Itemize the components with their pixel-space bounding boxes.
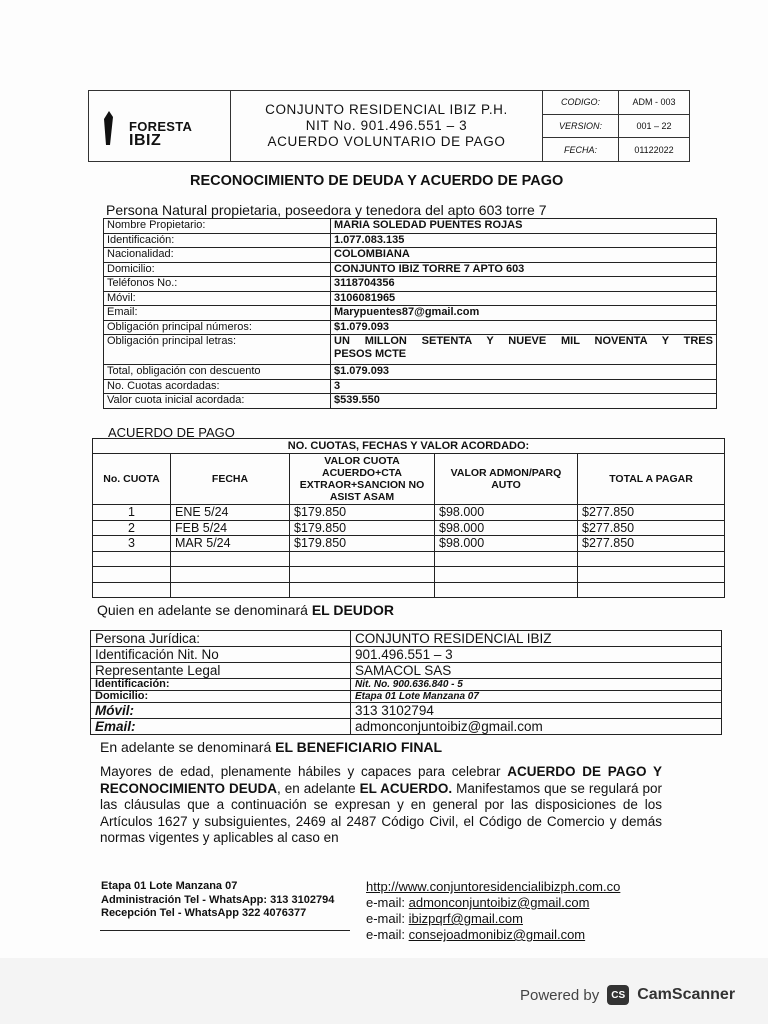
column-header: No. CUOTA	[93, 454, 171, 505]
table-row	[91, 663, 722, 679]
logo-text-foresta: FORESTA	[129, 119, 193, 134]
cell-total: $277.850	[578, 505, 725, 521]
field-value: 3	[331, 379, 717, 394]
leaf-logo-icon	[103, 111, 113, 145]
field-label: Móvil:	[91, 703, 351, 719]
field-label: Obligación principal números:	[104, 320, 331, 335]
table-row	[91, 647, 722, 663]
empty-row	[93, 551, 725, 567]
field-label: No. Cuotas acordadas:	[104, 379, 331, 394]
website-link[interactable]: http://www.conjuntoresidencialibizph.com.co	[366, 879, 621, 894]
table-row	[91, 631, 722, 647]
email-line	[366, 927, 620, 943]
email-line	[366, 895, 620, 911]
footer-contact	[101, 880, 351, 921]
meta-row-code	[543, 91, 689, 115]
footer-reception-phone: Recepción Tel - WhatsApp 322 4076377	[101, 907, 307, 919]
header-title-line3: ACUERDO VOLUNTARIO DE PAGO	[267, 134, 506, 149]
field-value: 313 3102794	[351, 703, 722, 719]
beneficiary-statement	[100, 739, 442, 755]
field-value: 3118704356	[331, 277, 717, 292]
field-label: Identificación Nit. No	[91, 647, 351, 663]
email-label: e-mail:	[366, 895, 409, 910]
table-row	[104, 219, 717, 234]
table-row	[91, 691, 722, 703]
table-row	[91, 703, 722, 719]
cell-quota: 2	[93, 520, 171, 536]
table-row	[104, 262, 717, 277]
field-label: Valor cuota inicial acordada:	[104, 394, 331, 409]
camscanner-watermark	[520, 985, 735, 1005]
amount-words-line1: UN MILLON SETENTA Y NUEVE MIL NOVENTA Y TRES	[334, 335, 713, 347]
email-link[interactable]: ibizpqrf@gmail.com	[408, 911, 523, 926]
table-row	[93, 536, 725, 552]
field-value: Nit. No. 900.636.840 - 5	[351, 679, 722, 691]
cell-quota-value: $179.850	[290, 536, 435, 552]
column-header: VALOR ADMON/PARQ AUTO	[435, 454, 578, 505]
paragraph-text: Manifestamos que se regulará por las cláusulas que a continuación se expresan y en general por las disposiciones de los Artículos 1627 y subsiguientes, 2469 al 2487 Código Civil, el Código de Comercio y demás normas vigentes y aplicables al caso en	[100, 780, 662, 845]
meta-key: CODIGO:	[543, 91, 619, 114]
field-value: CONJUNTO IBIZ TORRE 7 APTO 603	[331, 262, 717, 277]
table-row	[93, 505, 725, 521]
header-title-line1: CONJUNTO RESIDENCIAL IBIZ P.H.	[265, 102, 508, 117]
debtor-statement	[97, 602, 394, 618]
cell-admin-value: $98.000	[435, 536, 578, 552]
document-title: RECONOCIMIENTO DE DEUDA Y ACUERDO DE PAGO	[190, 173, 564, 189]
field-label: Nacionalidad:	[104, 248, 331, 263]
meta-value: 001 – 22	[636, 121, 672, 131]
document-header	[88, 90, 690, 162]
field-value: 3106081965	[331, 291, 717, 306]
table-row	[104, 306, 717, 321]
email-label: e-mail:	[366, 911, 409, 926]
table-row	[104, 291, 717, 306]
logo-box	[89, 91, 231, 161]
table-row	[104, 233, 717, 248]
meta-value: 01122022	[634, 144, 674, 155]
header-meta	[543, 91, 689, 161]
field-label: Email:	[91, 719, 351, 735]
field-label: Domicilio:	[91, 691, 351, 703]
field-value: COLOMBIANA	[331, 248, 717, 263]
meta-value: ADM - 003	[632, 97, 676, 108]
field-label: Identificación:	[91, 679, 351, 691]
cell-total: $277.850	[578, 536, 725, 552]
table-caption: NO. CUOTAS, FECHAS Y VALOR ACORDADO:	[93, 439, 725, 454]
cell-quota-value: $179.850	[290, 505, 435, 521]
field-label: Domicilio:	[104, 262, 331, 277]
header-title	[231, 91, 543, 161]
field-label: Teléfonos No.:	[104, 277, 331, 292]
paragraph-text: Mayores de edad, plenamente hábiles y capaces para celebrar	[100, 764, 508, 779]
field-label: Móvil:	[104, 291, 331, 306]
field-value: 1.077.083.135	[331, 233, 717, 248]
field-value: $1.079.093	[331, 320, 717, 335]
field-value: $1.079.093	[331, 365, 717, 380]
email-label: e-mail:	[366, 927, 409, 942]
footer-admin-phone: Administración Tel - WhatsApp: 313 3102794	[101, 893, 335, 906]
footer-address: Etapa 01 Lote Manzana 07	[101, 880, 238, 892]
field-value: 901.496.551 – 3	[351, 647, 722, 663]
beneficiary-table	[90, 630, 722, 735]
meta-row-date	[543, 138, 689, 161]
field-value: MARIA SOLEDAD PUENTES ROJAS	[331, 219, 717, 234]
field-label: Persona Jurídica:	[91, 631, 351, 647]
table-header-row	[93, 454, 725, 505]
table-caption-row	[93, 439, 725, 454]
owner-info-table	[103, 218, 717, 409]
cell-quota-value: $179.850	[290, 520, 435, 536]
field-value: $539.550	[331, 394, 717, 409]
table-row	[104, 277, 717, 292]
footer-divider	[100, 930, 350, 931]
table-row	[104, 320, 717, 335]
debtor-label: EL DEUDOR	[311, 602, 395, 618]
table-row	[104, 379, 717, 394]
debtor-prefix: Quien en adelante se denominará	[97, 602, 312, 618]
field-label: Identificación:	[104, 233, 331, 248]
cell-quota: 3	[93, 536, 171, 552]
logo-text-ibiz: IBIZ	[129, 132, 162, 149]
cell-date: FEB 5/24	[171, 520, 290, 536]
field-label: Obligación principal letras:	[104, 335, 331, 365]
table-row	[93, 520, 725, 536]
meta-key: VERSION:	[543, 115, 619, 138]
amount-words-line2: PESOS MCTE	[334, 348, 407, 360]
beneficiary-prefix: En adelante se denominará	[100, 739, 276, 755]
empty-row	[93, 567, 725, 583]
cell-total: $277.850	[578, 520, 725, 536]
cell-quota: 1	[93, 505, 171, 521]
payment-agreement-title: ACUERDO DE PAGO	[108, 425, 235, 440]
cell-admin-value: $98.000	[435, 505, 578, 521]
cell-date: ENE 5/24	[171, 505, 290, 521]
column-header: VALOR CUOTA ACUERDO+CTA EXTRAOR+SANCION NO ASIST ASAM	[290, 454, 435, 505]
empty-row	[93, 582, 725, 598]
paragraph-text: , en adelante	[277, 780, 360, 796]
field-label: Nombre Propietario:	[104, 219, 331, 234]
paragraph-bold: EL ACUERDO.	[359, 780, 453, 796]
beneficiary-label: EL BENEFICIARIO FINAL	[275, 739, 443, 755]
cell-admin-value: $98.000	[435, 520, 578, 536]
camscanner-brand-name: CamScanner	[637, 986, 736, 1003]
installments-table	[92, 438, 725, 598]
table-row	[91, 719, 722, 735]
agreement-paragraph	[100, 764, 662, 847]
field-label: Email:	[104, 306, 331, 321]
powered-by-text: Powered by	[520, 986, 600, 1004]
field-label: Representante Legal	[91, 663, 351, 679]
cell-date: MAR 5/24	[171, 536, 290, 552]
table-row	[104, 335, 717, 365]
field-value: Marypuentes87@gmail.com	[331, 306, 717, 321]
field-value: admonconjuntoibiz@gmail.com	[351, 719, 722, 735]
meta-row-version	[543, 115, 689, 139]
paragraph-bold: ACUERDO DE PAGO Y RECONOCIMIENTO DEUDA	[100, 764, 662, 796]
field-value: Etapa 01 Lote Manzana 07	[351, 691, 722, 703]
table-row	[104, 394, 717, 409]
email-link[interactable]: admonconjuntoibiz@gmail.com	[408, 895, 590, 910]
column-header: TOTAL A PAGAR	[578, 454, 725, 505]
table-row	[104, 248, 717, 263]
table-row	[91, 679, 722, 691]
meta-key: FECHA:	[543, 138, 619, 161]
field-value: SAMACOL SAS	[351, 663, 722, 679]
email-link[interactable]: consejoadmonibiz@gmail.com	[408, 927, 586, 942]
field-value	[331, 335, 717, 365]
field-value: CONJUNTO RESIDENCIAL IBIZ	[351, 631, 722, 647]
email-line	[366, 911, 620, 927]
header-title-line2: NIT No. 901.496.551 – 3	[305, 118, 468, 133]
column-header: FECHA	[171, 454, 290, 505]
table-row	[104, 365, 717, 380]
field-label: Total, obligación con descuento	[104, 365, 331, 380]
owner-section-title: Persona Natural propietaria, poseedora y tenedora del apto 603 torre 7	[106, 202, 547, 218]
camscanner-logo-icon: CS	[607, 985, 629, 1005]
footer-links	[366, 879, 620, 943]
